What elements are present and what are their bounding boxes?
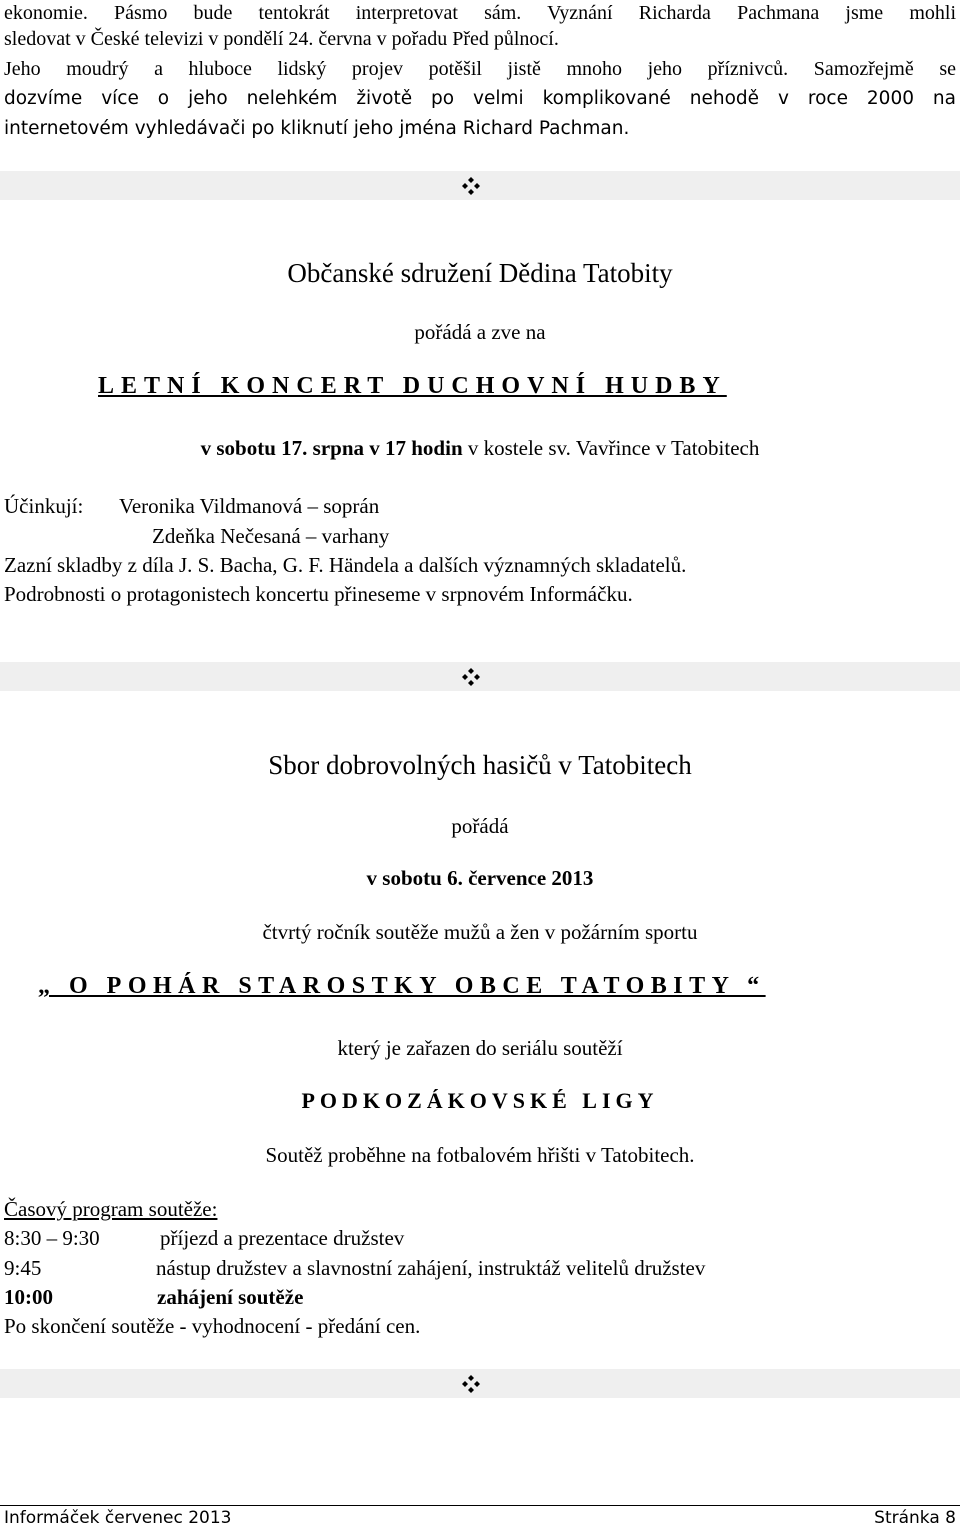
schedule-time: 10:00 [4,1285,53,1309]
event-date: v sobotu 6. července 2013 [366,866,594,890]
separator-band [0,171,960,200]
schedule-activity: příjezd a prezentace družstev [160,1226,405,1250]
schedule-activity: zahájení soutěže [157,1285,304,1309]
four-diamond-icon [462,177,480,195]
firefighters-organizer: Sbor dobrovolných hasičů v Tatobitech [268,750,692,780]
league-title: PODKOZÁKOVSKÉ LIGY [301,1088,659,1113]
schedule-time: 9:45 [4,1256,42,1280]
cup-title: „ O POHÁR STAROSTKY OBCE TATOBITY “ [38,973,766,999]
footer-page-number: Stránka 8 [874,1508,956,1528]
performer-1: Veronika Vildmanová – soprán [119,494,380,518]
intro-line-5: internetovém vyhledávači po kliknutí jeho jména Richard Pachman. [4,118,630,139]
four-diamond-icon [462,668,480,686]
firefighters-hosts: pořádá [451,814,509,838]
event-description: čtvrtý ročník soutěže mužů a žen v požárním sportu [262,920,698,944]
concert-place: v kostele sv. Vavřince v Tatobitech [467,436,760,460]
schedule-heading: Časový program soutěže: [4,1197,218,1221]
schedule-activity: nástup družstev a slavnostní zahájení, instruktáž velitelů družstev [156,1256,706,1280]
footer-publication: Informáček červenec 2013 [4,1508,232,1528]
separator-band [0,662,960,691]
concert-date: v sobotu 17. srpna v 17 hodin [200,436,463,460]
intro-line-4: dozvíme více o jeho nelehkém životě po velmi komplikované nehodě v roce 2000 na [4,88,956,109]
concert-date-line [0,436,960,461]
intro-line-2: sledovat v České televizi v pondělí 24. června v pořadu Před půlnocí. [4,28,559,50]
concert-invites: pořádá a zve na [414,320,546,344]
concert-event-title: LETNÍ KONCERT DUCHOVNÍ HUDBY [98,373,727,399]
intro-line-1: ekonomie. Pásmo bude tentokrát interpretovat sám. Vyznání Richarda Pachmana jsme mohli [4,2,956,24]
schedule-time: 8:30 – 9:30 [4,1226,100,1250]
performers-label: Účinkují: [4,494,84,518]
venue: Soutěž proběhne na fotbalovém hřišti v Tatobitech. [265,1143,695,1167]
footer-rule [0,1505,960,1506]
concert-organizer: Občanské sdružení Dědina Tatobity [287,258,673,288]
intro-line-3: Jeho moudrý a hluboce lidský projev potěšil jistě mnoho jeho příznivců. Samozřejmě se [4,58,956,80]
concert-details: Podrobnosti o protagonistech koncertu přineseme v srpnovém Informáčku. [4,582,633,606]
four-diamond-icon [462,1375,480,1393]
performer-2: Zdeňka Nečesaná – varhany [152,524,390,548]
series-note: který je zařazen do seriálu soutěží [337,1036,623,1060]
separator-band [0,1369,960,1398]
closing-note: Po skončení soutěže - vyhodnocení - předání cen. [4,1314,421,1338]
concert-program: Zazní skladby z díla J. S. Bacha, G. F. Händela a dalších významných skladatelů. [4,553,687,577]
